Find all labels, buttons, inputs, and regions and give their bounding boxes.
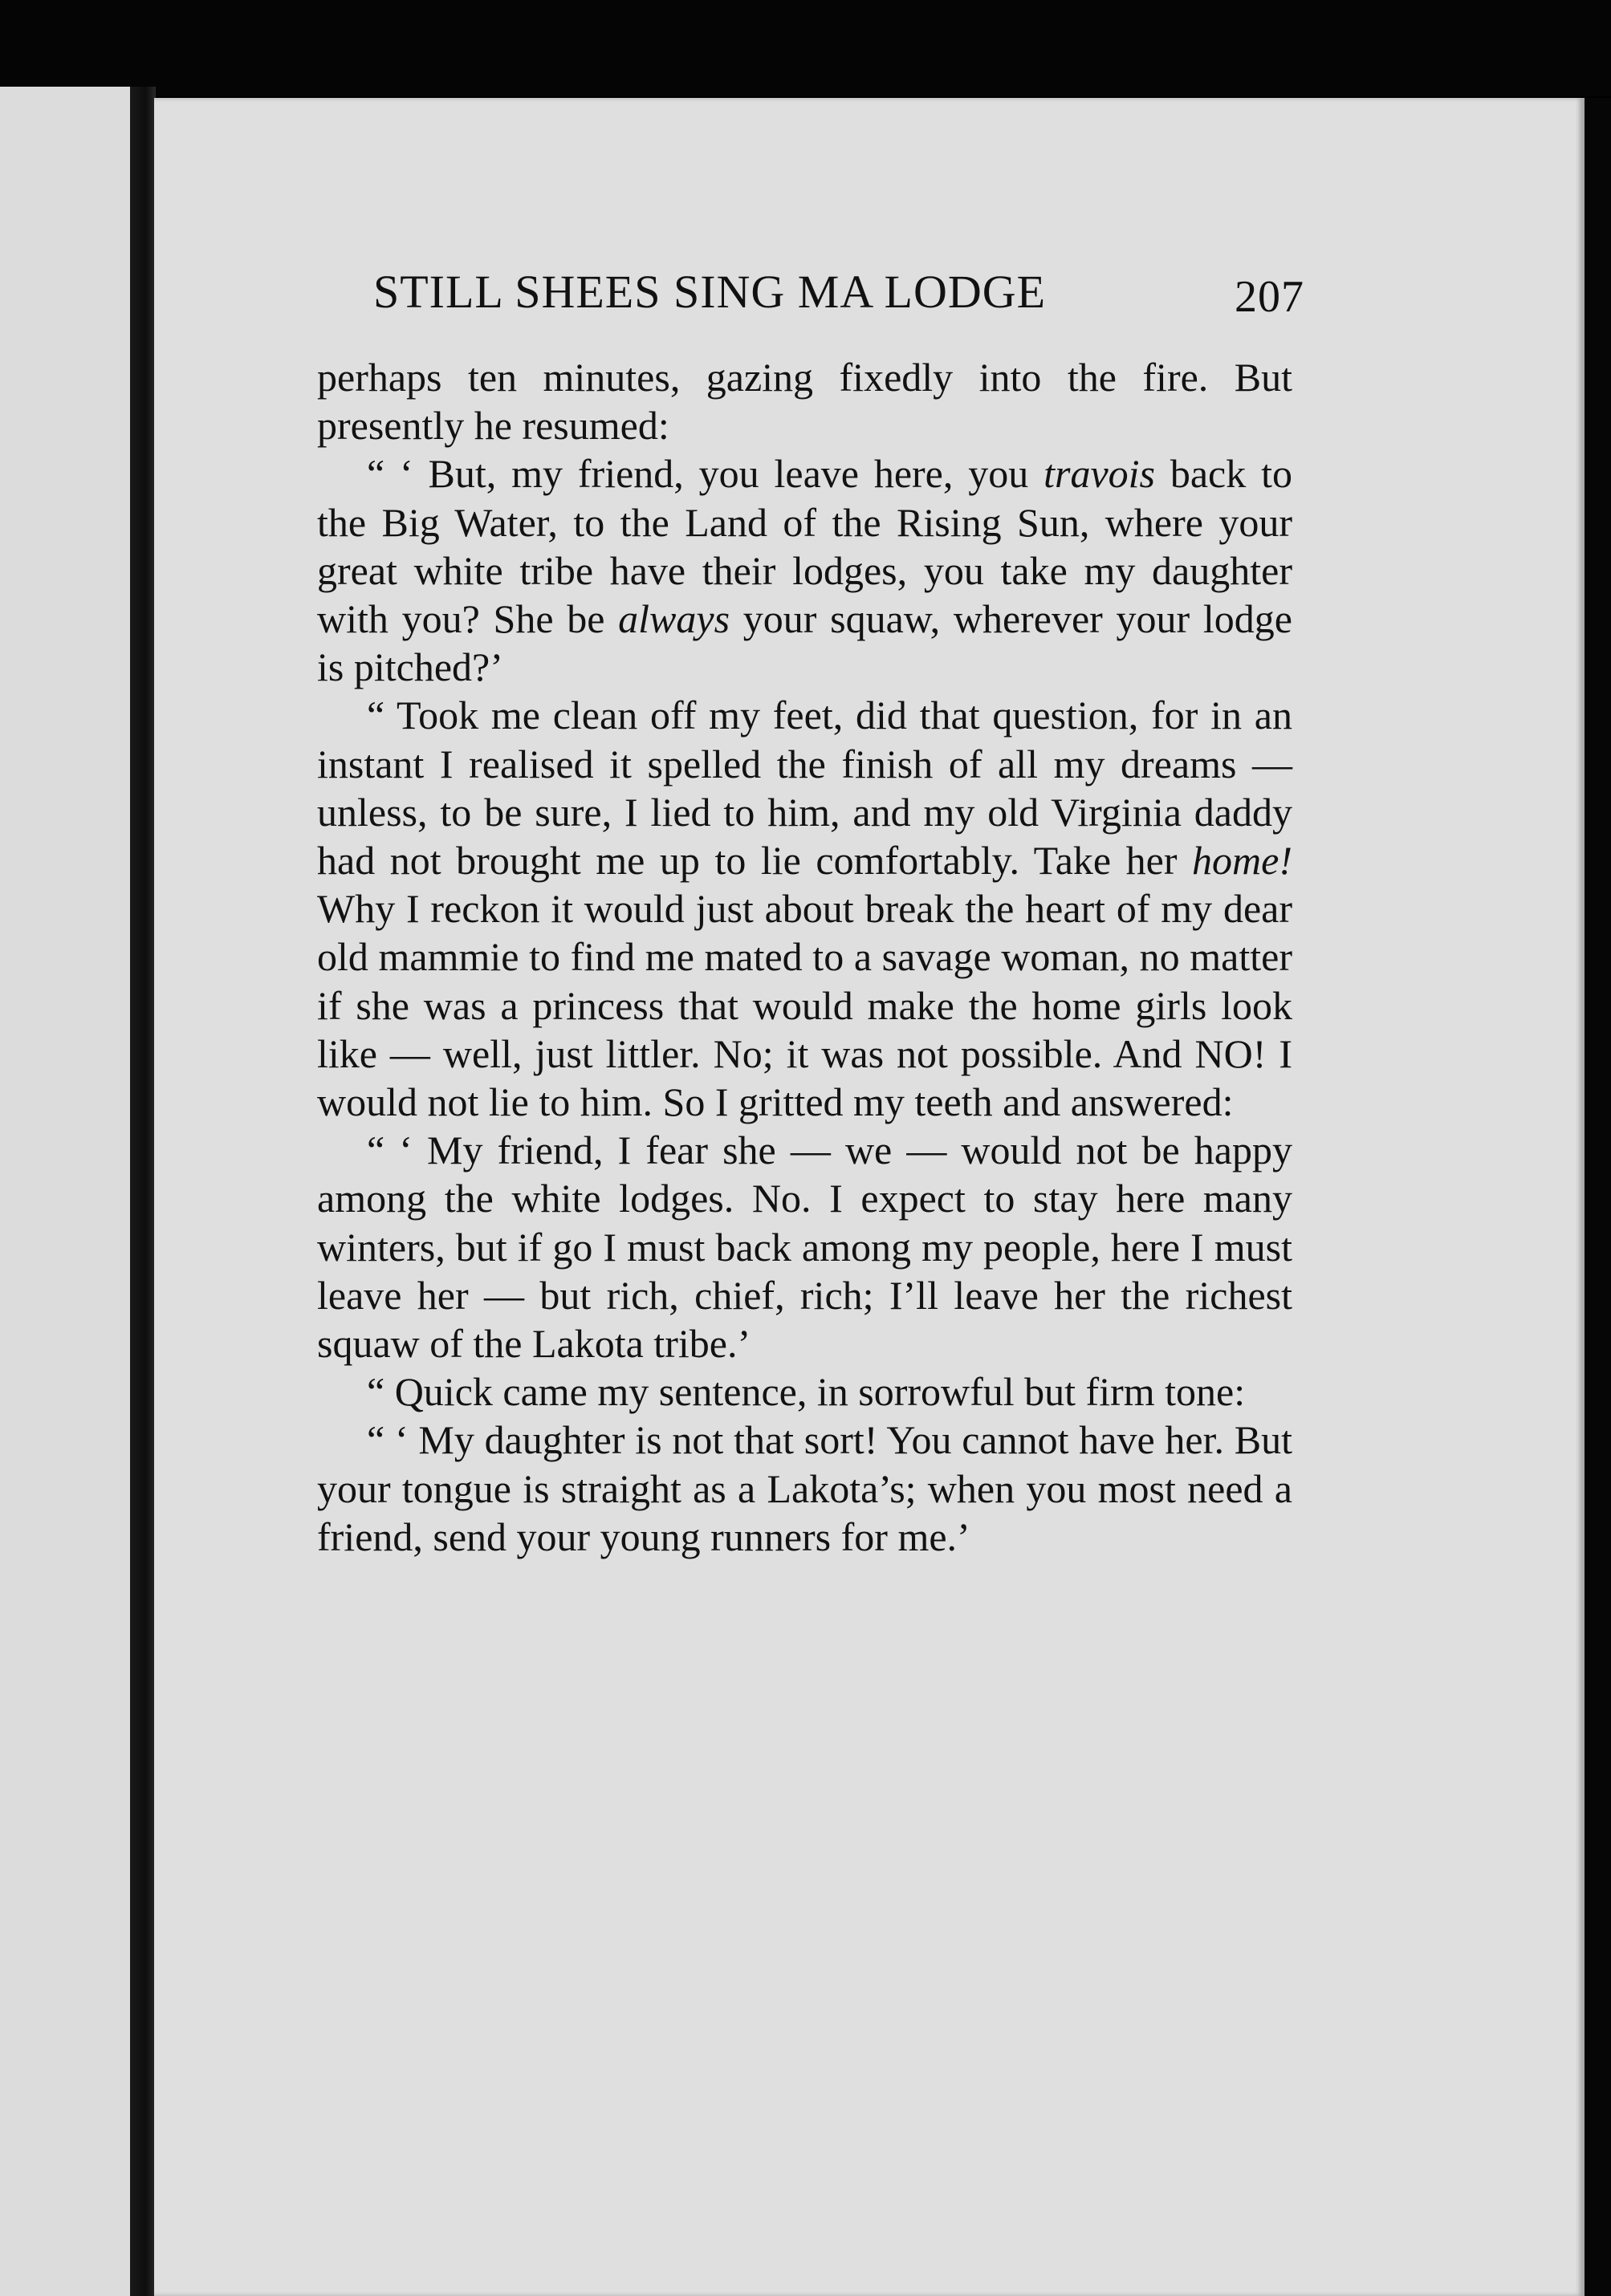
paragraph-text: “ ‘ My friend, I fear she — we — would not be happy among the white lodges. No. I expect to stay here many winters, but if go I must back among my people, here I must leave her — but rich, chief, rich; I’ll leave her the richest squaw of the Lakota tribe.’ (317, 1128, 1292, 1367)
paragraph (317, 449, 1292, 691)
running-head (373, 265, 1304, 329)
paragraph-text: “ ‘ My daughter is not that sort! You cannot have her. But your tongue is straight as a Lakota’s; when you most need a friend, send your young runners for me.’ (317, 1417, 1292, 1559)
page-right-edge (1585, 98, 1611, 2296)
page-number: 207 (1235, 272, 1304, 322)
previous-page-edge (0, 87, 132, 2296)
paragraph-text: “ Took me clean off my feet, did that question, for in an instant I realised it spelled the finish of all my dreams — unless, to be sure, I lied to him, and my old Virginia daddy had not brought me up to lie comfortably. Take her (317, 693, 1292, 884)
paragraph (317, 353, 1292, 449)
italic-word: travois (1043, 451, 1155, 497)
paragraph (317, 1126, 1292, 1367)
running-head-title: STILL SHEES SING MA LODGE (373, 266, 1047, 318)
body-text (317, 353, 1292, 1561)
paragraph-text: back to the Big Water, to the Land of the Rising Sun, where your great white tribe have their lodges, you take my daughter with you? She be (317, 451, 1292, 642)
paragraph-text: perhaps ten minutes, gazing fixedly into the fire. But presently he resumed: (317, 355, 1292, 449)
paragraph (317, 1367, 1292, 1416)
paragraph-text: “ ‘ But, my friend, you leave here, you (367, 451, 1044, 497)
paragraph (317, 1416, 1292, 1561)
paragraph (317, 691, 1292, 1126)
scan-border (0, 0, 1611, 96)
paragraph-text: your squaw, wherever your lodge is pitched?’ (317, 596, 1292, 690)
italic-word: home! (1192, 838, 1292, 884)
paragraph-text: Why I reckon it would just about break the heart of my dear old mammie to find me mated to a savage woman, no matter if she was a princess that would make the home girls look like — well, just littler. No; it was not possible. And NO! I would not lie to him. So I gritted my teeth and answered: (317, 886, 1292, 1125)
italic-word: always (618, 596, 730, 642)
book-spine (130, 87, 156, 2296)
paragraph-text: “ Quick came my sentence, in sorrowful but firm tone: (367, 1369, 1246, 1415)
